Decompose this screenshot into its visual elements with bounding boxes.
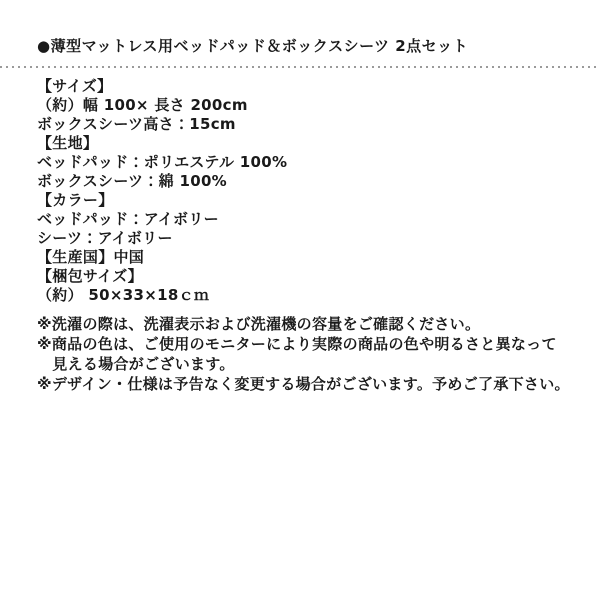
spec-line-size-heading: 【サイズ】	[37, 77, 113, 95]
spec-line-pad-color: ベッドパッド：アイボリー	[37, 210, 219, 228]
note-line-monitor-color-cont: 見える場合がございます。	[37, 355, 235, 373]
spec-line-fabric-heading: 【生地】	[37, 134, 99, 152]
spec-line-package-heading: 【梱包サイズ】	[37, 267, 143, 285]
note-line-monitor-color: ※商品の色は、ご使用のモニターにより実際の商品の色や明るさと異なって	[37, 335, 557, 353]
spec-line-sheet-height: ボックスシーツ高さ：15cm	[37, 115, 236, 133]
dotted-divider	[0, 66, 600, 68]
spec-line-sheet-color: シーツ：アイボリー	[37, 229, 173, 247]
note-line-washing: ※洗濯の際は、洗濯表示および洗濯機の容量をご確認ください。	[37, 315, 481, 333]
spec-line-color-heading: 【カラー】	[37, 191, 114, 209]
spec-line-package-size: （約） 50×33×18ｃｍ	[37, 286, 210, 304]
spec-line-country-of-origin: 【生産国】中国	[37, 248, 145, 266]
product-title: ●薄型マットレス用ベッドパッド＆ボックスシーツ 2点セット	[37, 37, 469, 55]
notes-list	[37, 314, 570, 394]
spec-line-pad-material: ベッドパッド：ポリエステル 100%	[37, 153, 288, 171]
spec-line-sheet-material: ボックスシーツ：綿 100%	[37, 172, 228, 190]
spec-line-size-dimensions: （約）幅 100× 長さ 200cm	[37, 96, 248, 114]
spec-list	[37, 77, 287, 305]
note-line-design-changes: ※デザイン・仕様は予告なく変更する場合がございます。予めご了承下さい。	[37, 375, 570, 393]
